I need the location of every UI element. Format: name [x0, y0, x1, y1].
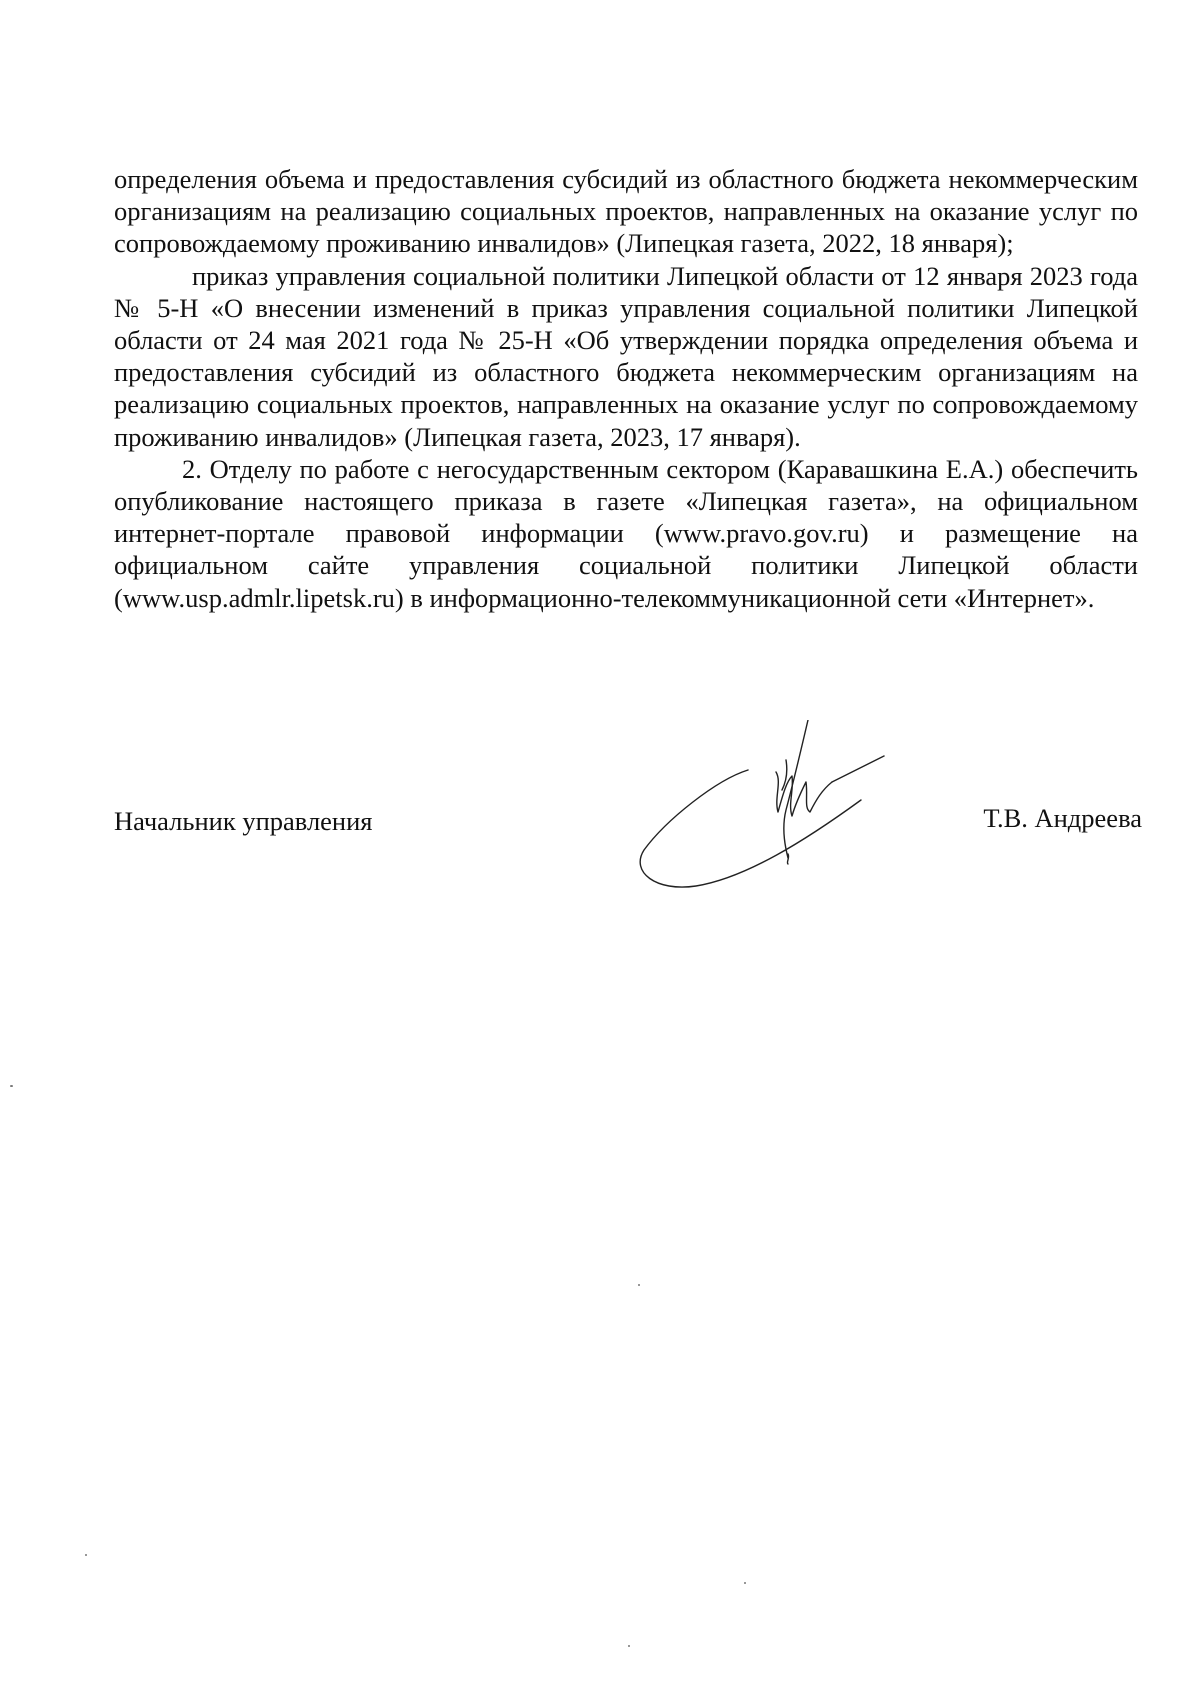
signatory-position: Начальник управления: [114, 806, 373, 836]
paragraph-publication-instruction: 2. Отделу по работе с негосударственным сектором (Каравашкина Е.А.) обеспечить опубликование настоящего приказа в газете «Липецкая газета», на официальном интернет-портале правовой информации (www.pravo.gov.ru) и размещение на официальном сайте управления социальной политики Липецкой области (www.usp.admlr.lipetsk.ru) в информационно-телекоммуникационной сети «Интернет».: [114, 453, 1138, 613]
handwritten-signature-icon: [636, 720, 916, 900]
signatory-name: Т.В. Андреева: [983, 803, 1142, 833]
paragraph-amendment-order: приказ управления социальной политики Липецкой области от 12 января 2023 года № 5-Н «О внесении изменений в приказ управления социальной политики Липецкой области от 24 мая 2021 года № 25-Н «Об утверждении порядка определения объема и предоставления субсидий из областного бюджета некоммерческим организациям на реализацию социальных проектов, направленных на оказание услуг по сопровождаемому проживанию инвалидов» (Липецкая газета, 2023, 17 января).: [114, 260, 1138, 452]
scan-speck: [628, 1645, 630, 1647]
scan-speck: [744, 1582, 746, 1584]
paragraph-continuation: определения объема и предоставления субсидий из областного бюджета некоммерческим организациям на реализацию социальных проектов, направленных на оказание услуг по сопровождаемому проживанию инвалидов» (Липецкая газета, 2022, 18 января);: [114, 164, 1138, 259]
scan-speck: [10, 1085, 13, 1087]
document-body: [114, 163, 1138, 614]
scan-speck: [85, 1554, 87, 1556]
scan-speck: [638, 1284, 640, 1286]
